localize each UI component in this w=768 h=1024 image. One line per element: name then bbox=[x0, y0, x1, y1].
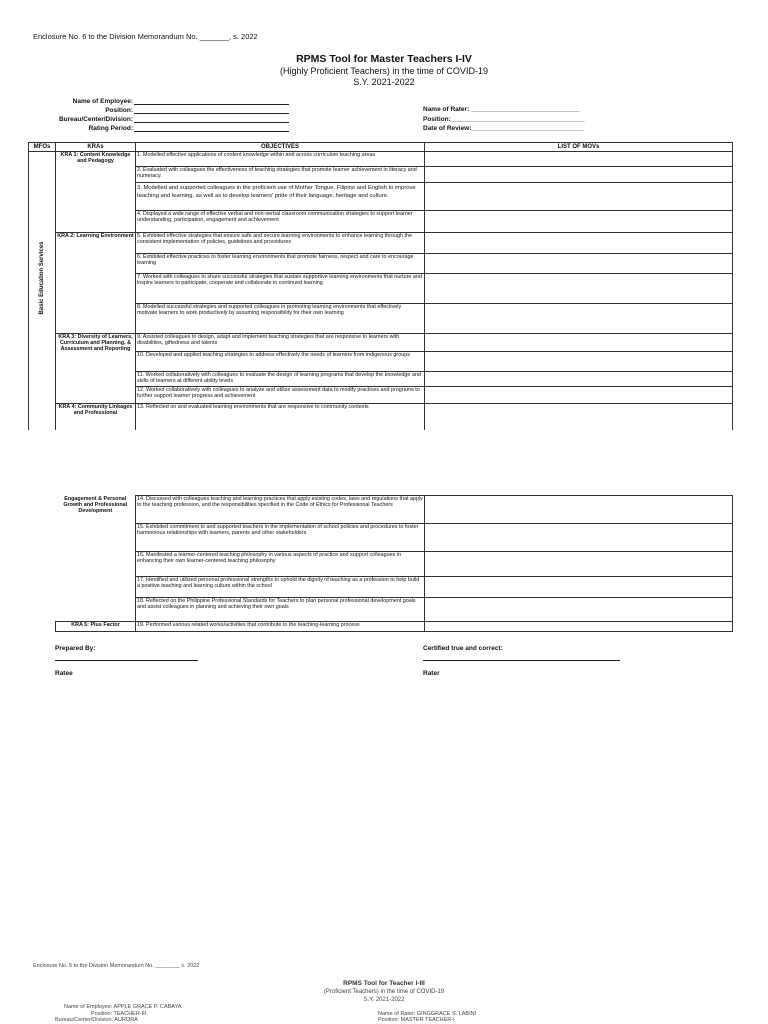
document-subtitle: (Highly Proficient Teachers) in the time of COVID-19 bbox=[280, 66, 488, 76]
footer-enclosure: Enclosure No. 5 to the Division Memorandum No. ________ s. 2022 bbox=[33, 963, 200, 969]
objective-16: 16. Manifested a learner-centered teaching philosophy in various aspects of practice and support colleagues in enhancing their own learner-centered teaching philosophy bbox=[136, 552, 425, 577]
employee-name-field[interactable] bbox=[134, 98, 289, 105]
review-date-label[interactable]: Date of Review:_______________________________ bbox=[423, 125, 584, 132]
header-movs: LIST OF MOVs bbox=[425, 143, 733, 152]
mov-cell-4[interactable] bbox=[425, 211, 733, 233]
objective-19: 19. Performed various related works/activities that contribute to the teaching-learning process bbox=[136, 622, 425, 632]
mfo-cell bbox=[29, 152, 56, 404]
mov-cell-10[interactable] bbox=[425, 352, 733, 372]
kra-2: KRA 2: Learning Environment bbox=[56, 233, 136, 334]
objective-18: 18. Reflected on the Philippine Professional Standards for Teachers to plan personal professional development goals and assist colleagues in planning and achieving their own goals bbox=[136, 598, 425, 622]
footer-subtitle: (Proficient Teachers) in the time of COVID-19 bbox=[323, 989, 445, 995]
employee-name-label: Name of Employee: bbox=[72, 98, 133, 105]
objective-8: 8. Modelled successful strategies and supported colleagues in promoting learning environments that effectively motivate learners to work productively by assuming responsibility for their own learning bbox=[136, 304, 425, 334]
rating-period-label: Rating Period: bbox=[88, 125, 133, 132]
mov-cell-14[interactable] bbox=[425, 496, 733, 524]
mov-cell-16[interactable] bbox=[425, 552, 733, 577]
mov-cell-19[interactable] bbox=[425, 622, 733, 632]
objective-7: 7. Worked with colleagues to share successful strategies that sustain supportive learning environments that nurture and inspire learners to participate, cooperate and collaborate in continued learning bbox=[136, 274, 425, 304]
school-year: S.Y. 2021-2022 bbox=[353, 77, 415, 87]
enclosure-note: Enclosure No. 6 to the Division Memorandum No. _______, s. 2022 bbox=[33, 32, 258, 41]
footer-rater-position: Position: MASTER TEACHER-I bbox=[378, 1017, 455, 1023]
mov-cell-3[interactable] bbox=[425, 183, 733, 211]
objective-13: 13. Reflected on and evaluated learning environments that are responsive to community contexts bbox=[136, 404, 425, 430]
objective-14: 14. Discussed with colleagues teaching and learning practices that apply existing codes, laws and regulations that apply to the teaching profession, and the responsibilities specified in the Code of Ethics for Professional Teachers bbox=[136, 496, 425, 524]
objective-2: 2. Evaluated with colleagues the effectiveness of teaching strategies that promote learner achievement in literacy and numeracy. bbox=[136, 167, 425, 183]
rater-name-label[interactable]: Name of Rater: ______________________________ bbox=[423, 106, 580, 113]
mov-cell-11[interactable] bbox=[425, 372, 733, 387]
mov-cell-9[interactable] bbox=[425, 334, 733, 352]
mov-cell-8[interactable] bbox=[425, 304, 733, 334]
header-objectives: OBJECTIVES bbox=[136, 143, 425, 152]
mov-cell-15[interactable] bbox=[425, 524, 733, 552]
objective-15: 15. Exhibited commitment to and supported teachers in the implementation of school policies and procedures to foster harmonious relationships with learners, parents and other stakeholders bbox=[136, 524, 425, 552]
mov-cell-5[interactable] bbox=[425, 233, 733, 254]
mov-cell-1[interactable] bbox=[425, 152, 733, 167]
header-mfos: MFOs bbox=[29, 143, 56, 152]
objective-6: 6. Exhibited effective practices to foster learning environments that promote fairness, respect and care to encourage learning bbox=[136, 254, 425, 274]
footer-title: RPMS Tool for Teacher I-III bbox=[343, 980, 425, 987]
objective-3: 3. Modelled and supported colleagues in the proficient use of Mother Tongue, Filipino and English to improve teaching and learning, as well as to develop learners' pride of their language, heritage and culture. bbox=[136, 183, 425, 211]
prepared-by-label: Prepared By: bbox=[55, 645, 96, 652]
footer-position: Position: TEACHER-III bbox=[91, 1011, 147, 1017]
ratee-signature-line[interactable] bbox=[55, 660, 198, 661]
kra-4: KRA 4: Community Linkages and Professional bbox=[56, 404, 136, 430]
bureau-label: Bureau/Center/Division: bbox=[58, 116, 133, 123]
document-title: RPMS Tool for Master Teachers I-IV bbox=[296, 53, 472, 65]
rating-period-field[interactable] bbox=[134, 125, 289, 132]
rater-label: Rater bbox=[423, 670, 440, 677]
footer-bureau: Bureau/Center/Division: AURORA bbox=[55, 1017, 138, 1023]
objective-17: 17. Identified and utilized personal professional strengths to uphold the dignity of teaching as a profession to help build a positive teaching and learning culture within the school bbox=[136, 577, 425, 598]
kra-4-continued: Engagement & Personal Growth and Professional Development bbox=[63, 495, 128, 514]
objective-11: 11. Worked collaboratively with colleagues to evaluate the design of learning programs that develop the knowledge and skills of learners at different ability levels bbox=[136, 372, 425, 387]
mov-cell-12[interactable] bbox=[425, 387, 733, 404]
employee-position-field[interactable] bbox=[134, 107, 289, 114]
footer-rater: Name of Rater: GINGGRACE S. LABINI bbox=[378, 1011, 477, 1017]
rpms-table bbox=[28, 142, 733, 430]
objective-12: 12. Worked collaboratively with colleagues to analyze and utilize assessment data to modify practices and programs to further support learner progress and achievement bbox=[136, 387, 425, 404]
mov-cell-2[interactable] bbox=[425, 167, 733, 183]
footer-employee: Name of Employee: APPLE GRACE P. CABAYA bbox=[64, 1004, 182, 1010]
mov-cell-7[interactable] bbox=[425, 274, 733, 304]
kra-1: KRA 1: Content Knowledge and Pedagogy bbox=[56, 152, 136, 233]
mfo-cell-continued bbox=[29, 404, 56, 430]
certified-label: Certified true and correct: bbox=[423, 645, 503, 652]
rater-position-label[interactable]: Position:_____________________________________ bbox=[423, 116, 585, 123]
bureau-field[interactable] bbox=[134, 116, 289, 123]
objective-9: 9. Assisted colleagues to design, adapt and implement teaching strategies that are responsive to learners with disabilities, giftedness and talents bbox=[136, 334, 425, 352]
mov-cell-13[interactable] bbox=[425, 404, 733, 430]
footer-school-year: S.Y. 2021-2022 bbox=[363, 997, 405, 1003]
employee-position-label: Position: bbox=[105, 107, 133, 114]
objective-1: 1. Modelled effective applications of content knowledge within and across curriculum teaching areas bbox=[136, 152, 425, 167]
mov-cell-6[interactable] bbox=[425, 254, 733, 274]
mov-cell-18[interactable] bbox=[425, 598, 733, 622]
rater-signature-line[interactable] bbox=[423, 660, 620, 661]
kra-3: KRA 3: Diversity of Learners, Curriculum and Planning, & Assessment and Reporting bbox=[56, 334, 136, 404]
objective-4: 4. Displayed a wide range of effective verbal and non-verbal classroom communication strategies to support learner understanding, participation, engagement and achievement bbox=[136, 211, 425, 233]
objective-5: 5. Exhibited effective strategies that ensure safe and secure learning environments to enhance learning through the consistent implementation of policies, guidelines and procedures bbox=[136, 233, 425, 254]
header-kras: KRAs bbox=[56, 143, 136, 152]
objective-10: 10. Developed and applied teaching strategies to address effectively the needs of learners from indigenous groups bbox=[136, 352, 425, 372]
mfo-label: Basic Education Services bbox=[38, 241, 45, 315]
mov-cell-17[interactable] bbox=[425, 577, 733, 598]
kra-5: KRA 5: Plus Factor bbox=[56, 622, 136, 632]
rpms-table-continued bbox=[55, 495, 733, 632]
ratee-label: Ratee bbox=[55, 670, 73, 677]
